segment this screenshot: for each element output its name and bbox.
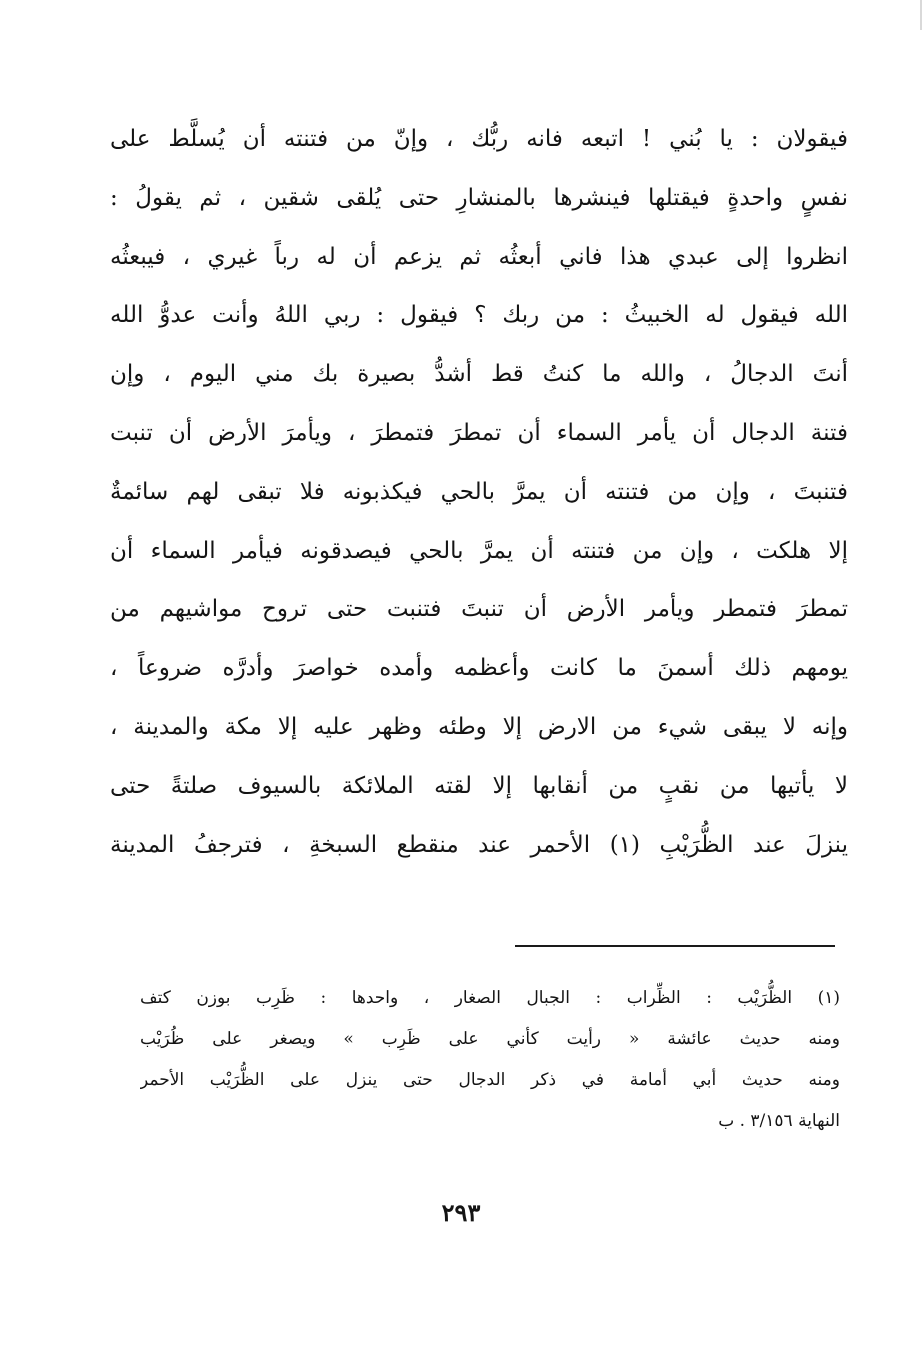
text-line: الله فيقول له الخبيثُ : من ربك ؟ فيقول : ربي اللهُ وأنت عدوُّ الله — [110, 302, 848, 329]
text-line: أنتَ الدجالُ ، والله ما كنتُ قط أشدُّ بصيرة بك مني اليوم ، وإن — [110, 361, 848, 388]
footnote-block — [140, 978, 840, 1142]
text-line: لا يأتيها من نقبٍ من أنقابها إلا لقته الملائكة بالسيوف صلتةً حتى — [110, 772, 848, 799]
text-line: نفسٍ واحدةٍ فيقتلها فينشرها بالمنشارِ حتى يُلقى شقين ، ثم يقولُ : — [110, 184, 848, 211]
footnote-line: ومنه حديث عائشة « رأيت كأني على ظَرِب » ويصغر على ظُرَيْب — [140, 1029, 840, 1049]
text-line: يومهم ذلك أسمنَ ما كانت وأعظمه وأمده خواصرَ وأدرَّه ضروعاً ، — [110, 655, 848, 682]
page-number: ٢٩٣ — [441, 1198, 481, 1227]
text-line: وإنه لا يبقى شيء من الارض إلا وطئه وظهر عليه إلا مكة والمدينة ، — [110, 713, 848, 740]
text-line: انظروا إلى عبدي هذا فاني أبعثُه ثم يزعم أن له رباً غيري ، فيبعثُه — [110, 243, 848, 270]
text-line: فتنبتَ ، وإن من فتنته أن يمرَّ بالحي فيكذبونه فلا تبقى لهم سائمةٌ — [110, 478, 848, 505]
text-line: ينزلَ عند الظُّرَيْبِ (١) الأحمر عند منقطع السبخةِ ، فترجفُ المدينة — [110, 831, 848, 858]
main-text-block — [110, 110, 848, 874]
text-line: إلا هلكت ، وإن من فتنته أن يمرَّ بالحي فيصدقونه فيأمر السماء أن — [110, 537, 848, 564]
footnote-line: (١) الظُّرَيْب : الظِّراب : الجبال الصغار ، واحدها : ظَرِب بوزن كتف — [140, 988, 840, 1008]
footnote-line: النهاية ٣/١٥٦ . ب — [718, 1111, 840, 1131]
text-line: تمطرَ فتمطر ويأمر الأرض أن تنبتَ فتنبت حتى تروح مواشيهم من — [110, 596, 848, 623]
footnote-line: ومنه حديث أبي أمامة في ذكر الدجال حتى ينزل على الظُّرَيْب الأحمر — [140, 1070, 840, 1090]
text-line: فتنة الدجال أن يأمر السماء أن تمطرَ فتمطرَ ، ويأمرَ الأرض أن تنبت — [110, 419, 848, 446]
footnote-divider — [515, 945, 835, 947]
text-line: فيقولان : يا بُني ! اتبعه فانه ربُّك ، وإنّ من فتنته أن يُسلَّط على — [110, 126, 848, 152]
